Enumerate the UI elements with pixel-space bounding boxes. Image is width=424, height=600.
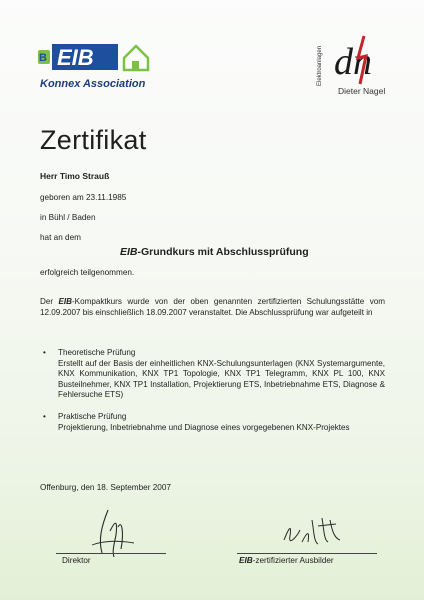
instructor-label-em: EIB <box>239 556 253 565</box>
house-door-icon <box>132 61 139 70</box>
instructor-signature-line <box>237 553 377 554</box>
bullet-heading: Theoretische Prüfung <box>58 348 136 357</box>
course-rest: -Grundkurs mit Abschlussprüfung <box>137 246 309 258</box>
director-signature-line <box>56 553 166 554</box>
course-prefix: EIB <box>120 246 138 258</box>
list-item <box>40 348 385 401</box>
bullet-icon: • <box>43 348 46 357</box>
para-em: EIB <box>58 297 72 306</box>
dieter-nagel-label: Dieter Nagel <box>338 86 386 96</box>
dn-logo-text: dn <box>334 41 372 83</box>
course-description <box>40 297 385 318</box>
exam-parts-list <box>40 348 385 433</box>
recipient-name: Herr Timo Strauß <box>40 171 110 181</box>
director-label: Direktor <box>62 556 91 565</box>
bullet-heading: Praktische Prüfung <box>58 411 127 421</box>
para-rest: -Kompaktkurs wurde von der oben genannten zertifizierten Schulungsstätte vom 12.09.2007 bis einschließlich 18.09.2007 veranstaltet. Die Abschlussprüfung war aufgeteilt in <box>40 297 385 317</box>
birth-date: geboren am 23.11.1985 <box>40 193 127 202</box>
instructor-label <box>239 556 334 565</box>
dn-logo-side-text <box>317 30 327 86</box>
certificate-title: Zertifikat <box>40 125 147 155</box>
bullet-text: Erstellt auf der Basis der einheitlichen KNX-Schulungsunterlagen (KNX Systemargumente, KNX Kommunikation, KNX TP1 Topologie, KNX TP1 Telegramm, KNX PL 100, KNX Busteilnehmer, KNX TP1 Installation, Projektierung ETS, Inbetriebnahme ETS, Diagnose & Fehlersuche ETS) <box>58 358 385 400</box>
dn-logo <box>330 34 390 86</box>
konnex-association-label: Konnex Association <box>40 78 146 90</box>
instructor-label-rest: -zertifizierter Ausbilder <box>252 556 334 565</box>
course-title <box>120 246 309 258</box>
dn-side-label: Elektroanlagen <box>317 45 323 86</box>
eib-logo <box>38 40 158 74</box>
para-pre: Der <box>40 297 59 306</box>
birth-place: in Bühl / Baden <box>40 213 96 222</box>
bullet-text: Projektierung, Inbetriebnahme und Diagnose eines vorgegebenen KNX-Projektes <box>58 422 350 432</box>
attended-text: hat an dem <box>40 233 81 242</box>
list-item <box>40 412 385 433</box>
bullet-icon: • <box>43 411 46 421</box>
issue-date: Offenburg, den 18. September 2007 <box>40 483 171 492</box>
eib-logo-b-letter: B <box>39 52 47 64</box>
instructor-signature <box>278 512 358 552</box>
success-text: erfolgreich teilgenommen. <box>40 268 135 277</box>
director-signature <box>88 505 138 560</box>
eib-logo-text: EIB <box>57 45 94 70</box>
